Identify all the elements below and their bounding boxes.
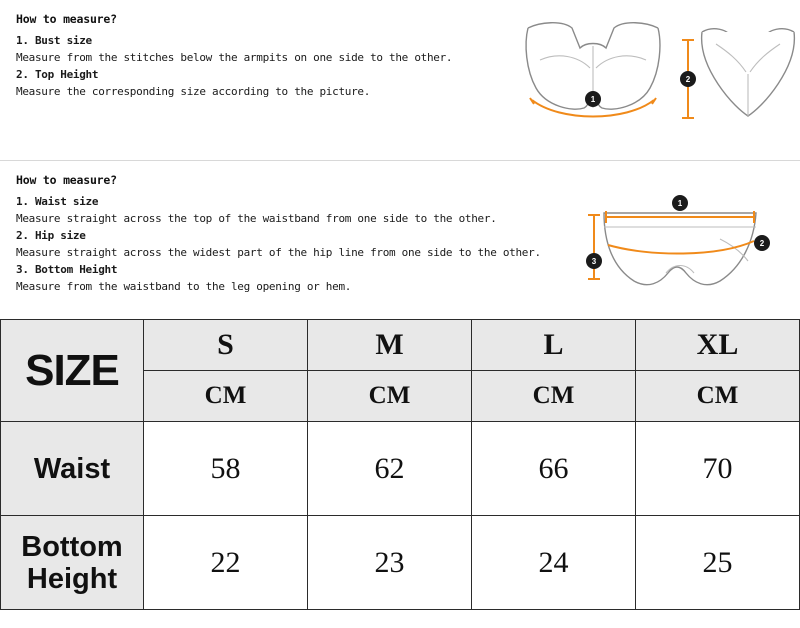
bottom-height-value-xl: 25	[636, 516, 800, 610]
instruction-block-bottom	[0, 161, 800, 319]
instruction-line: Measure straight across the widest part of the hip line from one side to the other.	[16, 246, 541, 259]
instruction-line: 2. Hip size	[16, 229, 86, 242]
bottom-height-value-s: 22	[144, 516, 308, 610]
waist-value-m: 62	[308, 422, 472, 516]
badge-label: 2	[759, 239, 765, 248]
instruction-line: 1. Waist size	[16, 195, 99, 208]
column-header-m: M	[308, 320, 472, 371]
size-chart-table	[0, 319, 800, 610]
instruction-text-top	[16, 12, 516, 100]
row-label-waist: Waist	[1, 422, 144, 516]
unit-cell-xl: CM	[636, 371, 800, 422]
table-row	[1, 516, 800, 610]
bottom-height-value-l: 24	[472, 516, 636, 610]
instruction-title: How to measure?	[16, 12, 117, 26]
size-header-cell: SIZE	[1, 320, 144, 422]
badge-label: 3	[591, 257, 597, 266]
bralette-illustration	[680, 29, 794, 118]
row-label-line2: Height	[26, 562, 118, 595]
waist-value-s: 58	[144, 422, 308, 516]
row-label-line1: Bottom	[21, 530, 123, 563]
waist-value-l: 66	[472, 422, 636, 516]
column-header-xl: XL	[636, 320, 800, 371]
bra-diagram-svg	[510, 0, 800, 160]
table-row	[1, 422, 800, 516]
column-header-s: S	[144, 320, 308, 371]
unit-cell-m: CM	[308, 371, 472, 422]
instruction-line: Measure the corresponding size according to the picture.	[16, 85, 371, 98]
bra-diagram	[510, 0, 800, 160]
instruction-line: Measure straight across the top of the waistband from one side to the other.	[16, 212, 497, 225]
badge-label: 1	[677, 199, 683, 208]
instruction-line: 3. Bottom Height	[16, 263, 118, 276]
badge-label: 2	[685, 75, 691, 84]
instruction-line: Measure from the waistband to the leg opening or hem.	[16, 280, 352, 293]
unit-cell-l: CM	[472, 371, 636, 422]
instruction-block-top	[0, 0, 800, 160]
instruction-line: 1. Bust size	[16, 34, 92, 47]
panty-diagram	[570, 161, 800, 319]
column-header-l: L	[472, 320, 636, 371]
bra-underwire-illustration	[526, 23, 660, 117]
table-row-sizes	[1, 320, 800, 371]
unit-cell-s: CM	[144, 371, 308, 422]
row-label-bottom-height	[1, 516, 144, 610]
instruction-line: Measure from the stitches below the armpits on one side to the other.	[16, 51, 453, 64]
instruction-text-bottom	[16, 173, 541, 295]
instruction-line: 2. Top Height	[16, 68, 99, 81]
waist-value-xl: 70	[636, 422, 800, 516]
bottom-height-value-m: 23	[308, 516, 472, 610]
badge-label: 1	[590, 95, 596, 104]
panty-illustration	[586, 195, 770, 285]
panty-diagram-svg	[570, 161, 800, 319]
instruction-title: How to measure?	[16, 173, 117, 187]
